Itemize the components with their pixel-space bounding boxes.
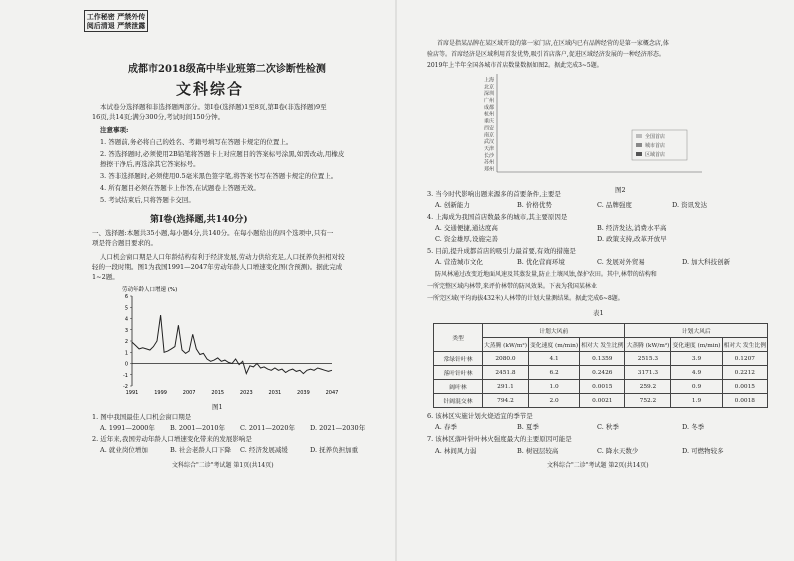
- chart-x-tick-label: 2023: [239, 390, 253, 396]
- table-cell: 291.1: [483, 380, 529, 394]
- note-item: 2. 答选择题时,必须使用2B铅笔将答题卡上对应题目的答案标号涂黑,如需改动,用橡皮: [100, 150, 345, 158]
- passage-line: 轻的一段时期。图1为我国1991—2047年劳动年龄人口增速变化图(含预测)。据此完成: [92, 263, 343, 271]
- chart-y-tick-label: 5: [124, 305, 128, 312]
- table-cell: 针阔混交林: [434, 394, 483, 408]
- chart2-city-label: 杭州: [483, 111, 494, 118]
- chart2-city-label: 重庆: [483, 118, 494, 125]
- passage-line: 防风林通过改变近地面风速及其蒸发量,防止土壤风蚀,保护农田。其中,林带的结构和: [435, 271, 657, 278]
- question-3-option-c: C. 品牌强度: [597, 201, 632, 209]
- chart-x-tick-label: 2015: [211, 390, 225, 396]
- table-cell: 259.2: [625, 380, 671, 394]
- chart2-city-label: 西安: [483, 125, 494, 132]
- note-item: 1. 答题前,务必将自己的姓名、考籍号填写在答题卡规定的位置上。: [100, 138, 293, 146]
- question-3-option-d: D. 资讯发达: [672, 201, 708, 209]
- chart-y-tick-label: 1: [124, 350, 128, 357]
- question-6-stem: 6. 该林区实施计划火烧适宜的季节是: [427, 412, 533, 420]
- question-1-option-d: D. 2021—2030年: [310, 424, 366, 432]
- chart-x-tick-label: 2047: [325, 390, 339, 396]
- chart2-city-label: 武汉: [483, 139, 494, 146]
- chart2-legend-swatch: [636, 152, 642, 156]
- question-7-option-c: C. 降水天数少: [597, 447, 639, 455]
- table-group-header: 计划大风前: [483, 324, 625, 338]
- chart2-caption: 图2: [615, 186, 626, 194]
- growth-series-line: [132, 315, 332, 374]
- question-6-option-d: D. 冬季: [682, 423, 705, 431]
- chart-y-tick-label: -1: [123, 372, 128, 379]
- chart-x-tick-label: 1991: [125, 390, 139, 396]
- table-cell: 0.9: [671, 380, 722, 394]
- note-item: 4. 所有题目必须在答题卡上作答,在试题卷上答题无效。: [100, 184, 260, 192]
- question-5-option-d: D. 加大科技创新: [682, 258, 731, 266]
- subject-title: 文科综合: [176, 80, 245, 98]
- chart-y-tick-label: -2: [123, 384, 128, 390]
- chart-y-tick-label: 2: [124, 339, 128, 345]
- table-subheader: 相对大 发生比例: [580, 338, 625, 352]
- chart2-city-label: 长沙: [483, 152, 494, 159]
- question-7-option-a: A. 林间风力弱: [435, 447, 477, 455]
- question-2-option-b: B. 社会老龄人口下降: [170, 446, 231, 454]
- table-subheader: 变化速度 (m/min): [671, 338, 722, 352]
- chart2-city-label: 成都: [483, 104, 494, 111]
- table-cell: 阔叶林: [434, 380, 483, 394]
- left-page-footer: 文科综合"二诊"考试题 第1页(共14页): [172, 462, 274, 469]
- table-row: [434, 352, 768, 366]
- chart2-city-label: 上海: [483, 77, 494, 84]
- table-cell: 常绿针叶林: [434, 352, 483, 366]
- table-cell: 0.0018: [722, 394, 767, 408]
- table-cell: 0.0015: [580, 380, 625, 394]
- forest-fire-table: [433, 323, 768, 408]
- question-2-option-a: A. 就业岗位增加: [100, 446, 148, 454]
- note-item: 3. 答非选择题时,必须使用0.5毫米黑色签字笔,将答案书写在答题卡规定的位置上。: [100, 172, 338, 180]
- table-subheader: 大蒸腾 (kW/m²): [483, 338, 529, 352]
- question-4-option-a: A. 交通便捷,通达度高: [435, 224, 498, 232]
- table-cell: 1.0: [528, 380, 579, 394]
- chart-x-tick-label: 1999: [154, 390, 167, 396]
- table-cell: 6.2: [528, 366, 579, 380]
- table-subheader: 大蒸腾 (kW/m²): [625, 338, 671, 352]
- question-6-option-a: A. 春季: [435, 423, 457, 431]
- question-3-option-a: A. 创新能力: [435, 201, 470, 209]
- question-2-option-d: D. 抚养负担加重: [310, 446, 359, 454]
- table-row: [434, 380, 768, 394]
- table-cell: 0.0015: [722, 380, 767, 394]
- question-6-option-b: B. 夏季: [517, 423, 539, 431]
- table-cell: 4.1: [528, 352, 579, 366]
- question-5-stem: 5. 目前,提升成都首店的吸引力最首要,有效的措施是: [427, 247, 576, 255]
- right-page: [397, 0, 794, 561]
- question-3-option-b: B. 价格优势: [517, 201, 552, 209]
- confidential-stamp: [84, 10, 148, 32]
- question-4-stem: 4. 上海成为我国首店数最多的城市,其主要原因是: [427, 213, 568, 221]
- chart-y-tick-label: 0: [124, 361, 128, 368]
- question-1-option-c: C. 2011—2020年: [240, 424, 295, 432]
- table-cell: 4.9: [671, 366, 722, 380]
- chart-ylabel: 劳动年龄人口增速 (%): [122, 287, 178, 293]
- table-group-header: 计划大风后: [625, 324, 768, 338]
- table-row: [434, 394, 768, 408]
- note-item: 擦擦干净后,再选涂其它答案标号。: [100, 160, 200, 168]
- passage-line: 人口机会窗口期是人口年龄结构有利于经济发展,劳动力供给充足,人口抚养负担相对较: [100, 253, 345, 261]
- question-4-option-c: C. 资金雄厚,设施完善: [435, 235, 498, 243]
- question-4-option-b: B. 经济发达,消费水平高: [597, 224, 667, 232]
- chart2-city-label: 深圳: [483, 91, 494, 98]
- table-cell: 0.0021: [580, 394, 625, 408]
- table-row: [434, 366, 768, 380]
- intro-line: 16页,共14页;满分300分,考试时间150分钟。: [92, 113, 225, 121]
- chart-y-tick-label: 4: [124, 316, 128, 323]
- labor-growth-chart: [110, 282, 340, 400]
- table-cell: 2515.3: [625, 352, 671, 366]
- right-page-footer: 文科综合"二诊"考试题 第2页(共14页): [547, 462, 649, 469]
- question-2-stem: 2. 近年来,我国劳动年龄人口增速变化带来的发展影响是: [92, 435, 252, 443]
- table-cell: 0.1207: [722, 352, 767, 366]
- question-6-option-c: C. 秋季: [597, 423, 619, 431]
- part1-title: 第Ⅰ卷(选择题,共140分): [150, 215, 248, 225]
- table-cell: 0.2426: [580, 366, 625, 380]
- question-3-stem: 3. 当今时代影响出题来源多的首要条件,主要是: [427, 190, 561, 198]
- table-cell: 3171.3: [625, 366, 671, 380]
- section-instruction: 一、选择题:本题共35小题,每小题4分,共140分。在每小题给出的四个选项中,只有一: [92, 229, 334, 237]
- chart-x-tick-label: 2007: [182, 390, 196, 396]
- table-cell: 794.2: [483, 394, 529, 408]
- table-cell: 752.2: [625, 394, 671, 408]
- chart-x-tick-label: 2039: [297, 390, 310, 396]
- question-4-option-d: D. 政策支持,改革开放早: [597, 235, 667, 243]
- chart2-city-label: 广州: [483, 98, 494, 104]
- chart2-legend-label: 全国首店: [645, 134, 666, 140]
- table-subheader: 相对大 发生比例: [722, 338, 767, 352]
- question-5-option-c: C. 发展对外贸易: [597, 258, 645, 266]
- question-5-option-a: A. 营造城市文化: [435, 258, 483, 266]
- question-7-option-d: D. 可燃物较多: [682, 447, 724, 455]
- table-subheader: 变化速度 (m/min): [528, 338, 579, 352]
- stamp-line-2: 阅后清退 严禁泄露: [86, 21, 146, 30]
- note-item: 5. 考试结束后,只将答题卡交回。: [100, 196, 195, 204]
- question-5-option-b: B. 优化营商环境: [517, 258, 565, 266]
- question-7-stem: 7. 该林区落叶针叶林火强度最大的主要原因可能是: [427, 435, 572, 443]
- chart1-caption: 图1: [212, 403, 223, 411]
- passage-line: 一所完区域(平均海拔432米)人林带的计划大量测结果。据此完成6~8题。: [427, 295, 624, 302]
- chart2-city-label: 郑州: [483, 166, 494, 173]
- table-cell: 2.0: [528, 394, 579, 408]
- table-cell: 0.1359: [580, 352, 625, 366]
- chart2-city-label: 南京: [483, 132, 494, 139]
- chart-y-tick-label: 6: [124, 294, 128, 300]
- question-1-stem: 1. 图中我国最佳人口机会窗口期是: [92, 413, 192, 421]
- chart2-legend-swatch: [636, 143, 642, 147]
- table-cell: 2451.8: [483, 366, 529, 380]
- chart2-city-label: 苏州: [483, 159, 494, 166]
- question-7-option-b: B. 树冠层较高: [517, 447, 559, 455]
- section-instruction: 项是符合题目要求的。: [92, 239, 157, 247]
- chart-x-tick-label: 2031: [268, 390, 282, 396]
- passage-line: 一所完整区域内林带,来评价林带的防风效果。下表为我国某林业: [427, 283, 597, 290]
- intro-line: 本试卷分选择题和非选择题两部分。第Ⅰ卷(选择题)1至8页,第Ⅱ卷(非选择题)9至: [100, 103, 327, 111]
- passage-line: 1~2题。: [92, 273, 119, 281]
- table-cell: 落叶针叶林: [434, 366, 483, 380]
- table-cell: 3.9: [671, 352, 722, 366]
- question-1-option-a: A. 1991—2000年: [100, 424, 155, 432]
- chart2-legend-swatch: [636, 134, 642, 138]
- table-cell: 1.9: [671, 394, 722, 408]
- table-cell: 0.2212: [722, 366, 767, 380]
- table-caption: 表1: [593, 309, 604, 317]
- question-1-option-b: B. 2001—2010年: [170, 424, 225, 432]
- table-cell: 2080.0: [483, 352, 529, 366]
- chart2-city-label: 天津: [483, 146, 494, 152]
- passage-line: 验店等。首席经济是区域利用首发优势,吸引首店落户,促进区域经济发展的一种经济形态。: [427, 51, 665, 58]
- chart2-legend-label: 城市首店: [645, 143, 666, 149]
- exam-title: 成都市2018级高中毕业班第二次诊断性检测: [128, 64, 326, 75]
- question-2-option-c: C. 经济发展减缓: [240, 446, 288, 454]
- stamp-line-1: 工作秘密 严禁外传: [86, 12, 146, 21]
- table-header-type: 类型: [434, 324, 483, 352]
- passage-line: 2019年上半年全国各城市首店数量数据如图2。据此完成3~5题。: [427, 62, 603, 69]
- notes-title: 注意事项:: [100, 126, 129, 134]
- passage-line: 首席是指某品牌在某区域开设的第一家门店,在区域内已有品牌经营的是第一家概念店,体: [437, 40, 669, 47]
- chart2-legend-label: 区域首店: [645, 152, 666, 158]
- first-store-chart: [467, 72, 707, 182]
- chart2-city-label: 北京: [483, 84, 494, 91]
- chart-y-tick-label: 3: [124, 327, 128, 334]
